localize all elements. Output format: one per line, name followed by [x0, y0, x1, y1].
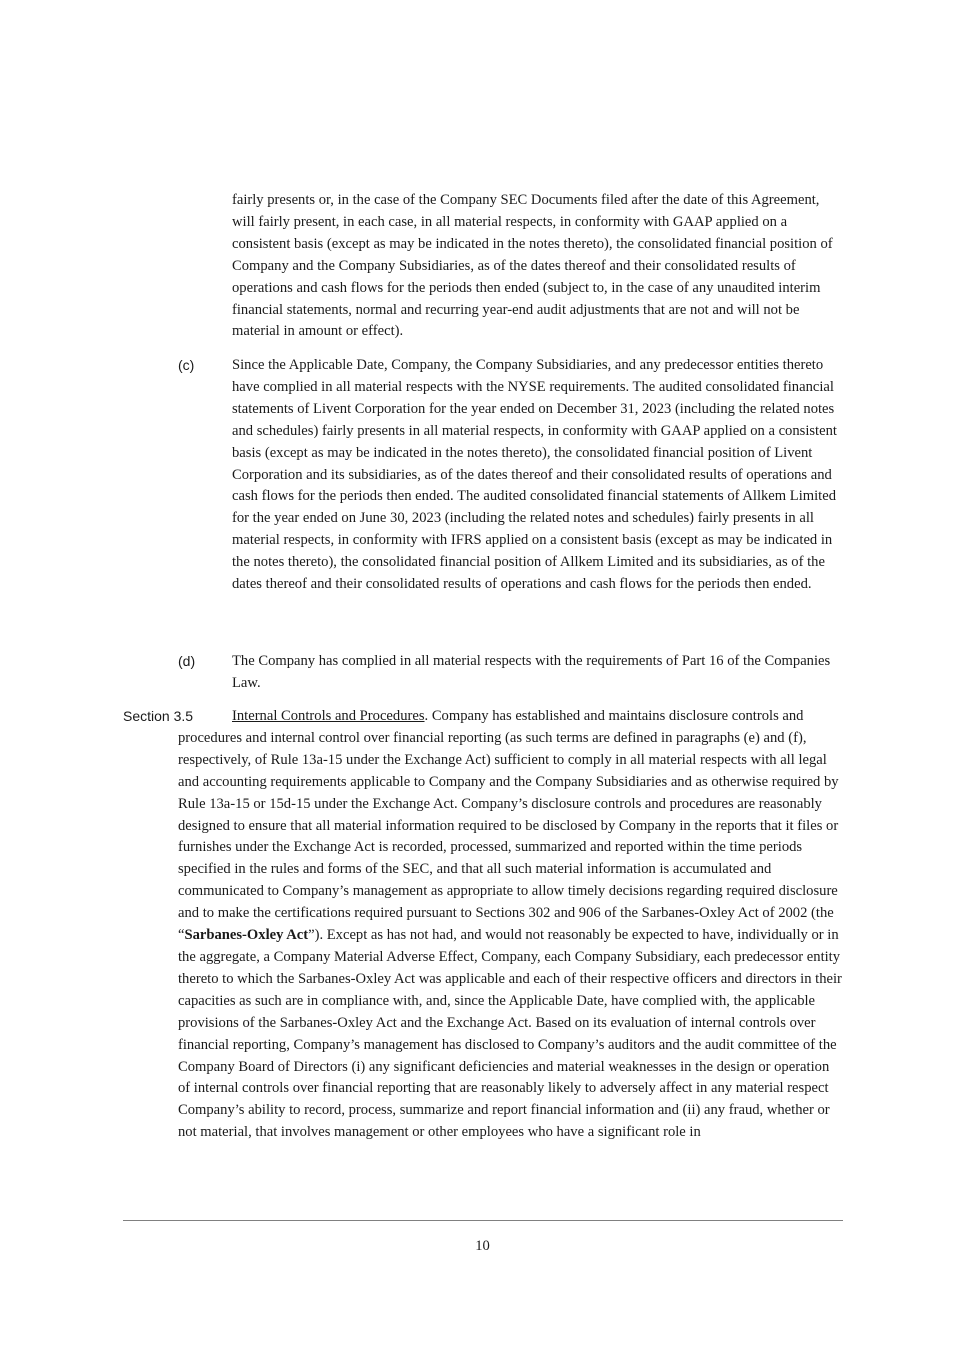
section-number: Section 3.5 — [123, 708, 194, 724]
section-title: Internal Controls and Procedures — [232, 708, 425, 724]
item-c-paragraph: Since the Applicable Date, Company, the Company Subsidiaries, and any predecessor entities thereto have complied in all material respects with the NYSE requirements. The audited consolidated financial statements of Livent Corporation for the year ended on December 31, 2023 (including the related notes and schedules) fairly presents in all material respects, in conformity with GAAP applied on a consistent basis (except as may be indicated in the notes thereto), the consolidated financial position of Livent Corporation and its subsidiaries, as of the dates thereof and their consolidated results of operations and cash flows for the periods then ended. The audited consolidated financial statements of Allkem Limited for the year ended on June 30, 2023 (including the related notes and schedules) fairly presents in all material respects, in conformity with IFRS applied on a consistent basis (except as may be indicated in the notes thereto), the consolidated financial position of Allkem Limited and its subsidiaries, as of the dates thereof and their consolidated results of operations and cash flows for the periods then ended. — [232, 357, 837, 593]
continuation-paragraph: fairly presents or, in the case of the Company SEC Documents filed after the date of this Agreement, will fairly present, in each case, in all material respects, in conformity with GAAP applied on a consistent basis (except as may be indicated in the notes thereto), the consolidated financial position of Company and the Company Subsidiaries, as of the dates thereof and their consolidated results of operations and cash flows for the periods then ended (subject to, in the case of any unaudited interim financial statements, normal and recurring year-end audit adjustments that are not and will not be material in amount or effect). — [232, 192, 833, 340]
section-3-5-paragraph — [178, 706, 842, 1144]
page-number: 10 — [475, 1238, 490, 1254]
item-d-paragraph: The Company has complied in all material respects with the requirements of Part 16 of the Companies Law. — [232, 653, 831, 691]
item-c-label: (c) — [178, 357, 195, 373]
footer-rule — [123, 1220, 843, 1221]
section-title-suffix: . — [424, 708, 432, 724]
section-text-part-2: ”). Except as has not had, and would not reasonably be expected to have, individually or in the aggregate, a Company Material Adverse Effect, Company, each Company Subsidiary, each predecessor entity thereto to which the Sarbanes-Oxley Act was applicable and each of their respective officers and directors in their capacities as such are in compliance with, and, since the Applicable Date, have complied with, the applicable provisions of the Sarbanes-Oxley Act and the Exchange Act. Based on its evaluation of internal controls over financial reporting, Company’s management has disclosed to Company’s auditors and the audit committee of the Company Board of Directors (i) any significant deficiencies and material weaknesses in the design or operation of internal controls over financial reporting that are reasonably likely to adversely affect in any material respect Company’s ability to record, process, summarize and report financial information and (ii) any fraud, whether or not material, that involves management or other employees who have a significant role in — [178, 927, 842, 1141]
section-text-part-1: Company has established and maintains disclosure controls and procedures and internal control over financial reporting (as such terms are defined in paragraphs (e) and (f), respectively, of Rule 13a-15 under the Exchange Act) sufficient to comply in all material respects with all legal and accounting requirements applicable to Company and the Company Subsidiaries and as otherwise required by Rule 13a-15 or 15d-15 under the Exchange Act. Company’s disclosure controls and procedures are reasonably designed to ensure that all material information required to be disclosed by Company in the reports that it files or furnishes under the Exchange Act is recorded, processed, summarized and reported within the time periods specified in the rules and forms of the SEC, and that all such material information is accumulated and communicated to Company’s management as appropriate to allow timely decisions regarding required disclosure and to make the certifications required pursuant to Sections 302 and 906 of the Sarbanes-Oxley Act of 2002 (the “ — [178, 708, 839, 944]
defined-term: Sarbanes-Oxley Act — [184, 927, 309, 944]
item-d-label: (d) — [178, 653, 196, 669]
